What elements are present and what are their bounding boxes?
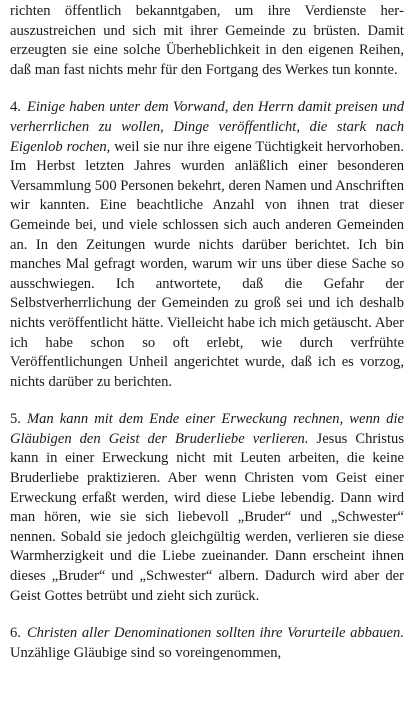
paragraph-6 <box>10 624 404 663</box>
paragraph-4 <box>10 98 404 392</box>
paragraph-number: 5. <box>10 411 21 428</box>
paragraph-text: richten öffentlich bekanntgaben, um ihre Verdienste herauszustreichen und sich mit ihrer Gemeinde zu brüsten. Damit erzeugten sie eine solche Überheblichkeit in den eigenen Reihen, daß man fast nichts mehr für den Fortgang des Werkes tun konnte. <box>10 3 404 78</box>
paragraph-number: 4. <box>10 99 21 116</box>
paragraph-5 <box>10 410 404 606</box>
paragraph-number: 6. <box>10 625 21 642</box>
paragraph-lead-italic: Man kann mit dem Ende einer Erweckung rechnen, wenn die Gläubigen den Geist der Bruderliebe verlieren. <box>10 411 404 447</box>
paragraph-text: Jesus Christus kann in einer Erweckung nicht mit Leuten arbeiten, die keine Bruderliebe praktizieren. Aber wenn Christen vom Geist einer Erweckung erfaßt werden, wird diese Liebe lebendig. Dann wird man hören, wie sie sich liebevoll „Bruder“ und „Schwester“ nennen. Sobald sie jedoch gleichgültig werden, verlieren sie diese Warmherzigkeit und die Liebe zueinander. Dann erscheint ihnen dieses „Bruder“ und „Schwester“ albern. Dadurch wird aber der Geist Gottes betrübt und zieht sich zurück. <box>10 430 404 604</box>
paragraph-continuation <box>10 2 404 80</box>
paragraph-text: Unzählige Gläubige sind so voreingenommen, <box>10 644 282 661</box>
paragraph-lead-italic: Einige haben unter dem Vorwand, den Herrn damit preisen und verherrlichen zu wollen, Dinge veröffentlicht, die stark nach Eigenlob rochen, <box>10 99 404 155</box>
paragraph-text: weil sie nur ihre eigene Tüchtigkeit hervorhoben. Im Herbst letzten Jahres wurden anläßlich einer besonderen Versammlung 500 Personen bekehrt, deren Namen und Anschriften wir kannten. Eine beachtliche Anzahl von ihnen trat dieser Gemeinde bei, und viele schlossen sich auch anderen Gemeinden an. In den Zeitungen wurde nichts darüber berichtet. Ich bin manches Mal gefragt worden, warum wir uns über diese Sache so ausschwiegen. Ich antwortete, daß die Gefahr der Selbstverherrlichung der Gemeinden zu groß sei und ich deshalb nichts veröffentlicht hätte. Vielleicht habe ich mich getäuscht. Aber ich habe schon so oft erlebt, wie durch verfrühte Veröffentlichungen Unheil angerichtet wurde, daß ich es vorzog, nichts darüber zu berichten. <box>10 138 405 390</box>
paragraph-lead-italic: Christen aller Denominationen sollten ihre Vorurteile abbauen. <box>26 625 404 642</box>
